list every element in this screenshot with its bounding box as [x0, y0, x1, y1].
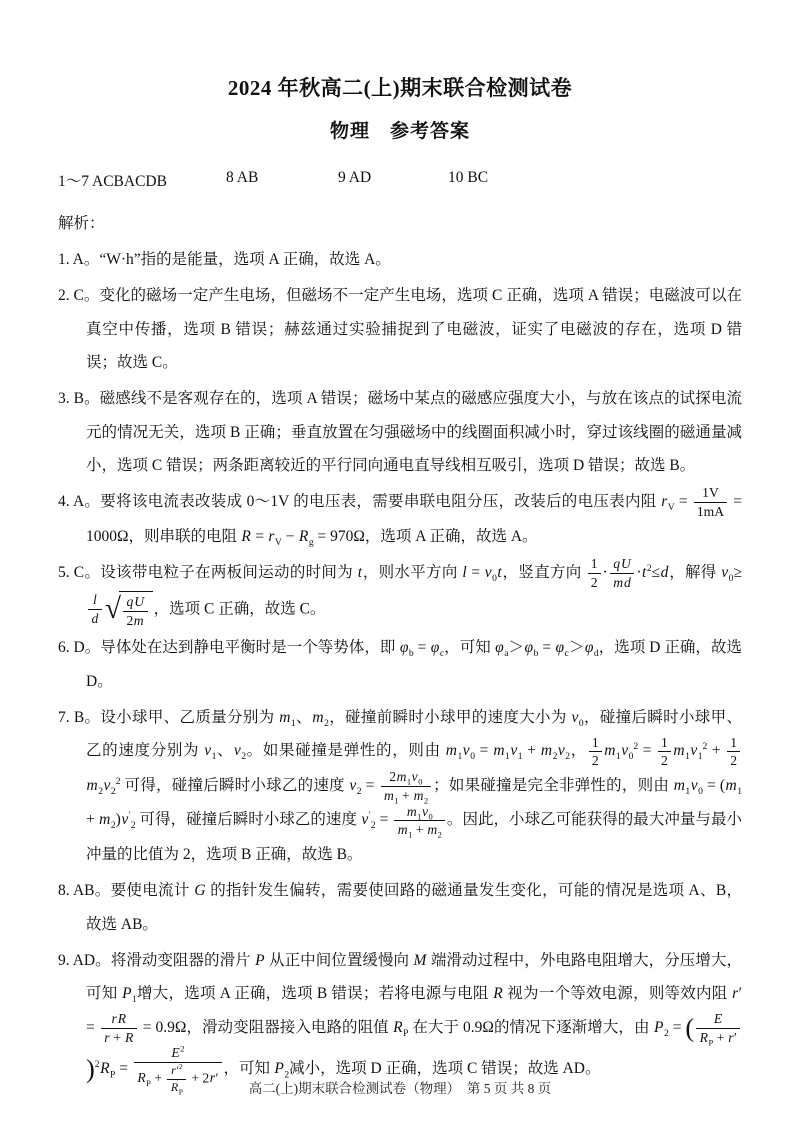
solution-item: 9. AD。将滑动变阻器的滑片 P 从正中间位置缓慢向 M 端滑动过程中，外电路电阻增大，分压增大，可知 $P_1$增大，选项 A 正确，选项 B 错误；若将电源与电阻 R 视为一个等效电源，则等效内阻 r′ = $\frac{rR}{r + R}$ = 0.9Ω，滑动变阻器接入电路的阻值 $R_P$ 在大于 0.9Ω的情况下逐渐增大，由 $P_2$ = ( $\frac{E}{R_P + r'}$ )$^2R_P$ = $E^2$ $R_P$ + $\frac{r'^2}{R_P}$ + 2r′ ，可知 $P_2$减小，选项 D 正确，选项 C 错误；故选 AD。: [58, 952, 742, 1097]
variable: v: [484, 564, 492, 582]
subscript: 2: [356, 785, 362, 797]
solution-item: 6. D。导体处在达到静电平衡时是一个等势体，即 $\varphi_b = \varphi_c$，可知 $\varphi_a>\varphi_b = \varphi_c>\varphi_d$，选项 D 正确，故选 D。: [58, 639, 742, 690]
variable: m: [384, 787, 394, 803]
variable: m: [673, 742, 685, 760]
subscript: 2: [130, 820, 136, 832]
fraction-numerator: [610, 556, 635, 574]
subscript: 2: [110, 820, 116, 832]
page-title: 2024 年秋高二(上)期末联合检测试卷: [227, 76, 573, 100]
fraction-denominator: 2: [661, 753, 668, 769]
variable: R: [117, 1010, 127, 1026]
page-footer: 高二(上)期末联合检测试卷（物理） 第 5 页 共 8 页: [248, 1081, 552, 1096]
variable: G: [194, 882, 206, 900]
variable: R: [699, 1029, 708, 1045]
superscript: 2: [646, 562, 652, 574]
variable: q: [613, 556, 620, 572]
variable: R: [298, 527, 309, 545]
subscript: c: [564, 648, 569, 660]
subscript: 1: [517, 751, 523, 763]
fraction-numerator: 1: [589, 735, 602, 753]
subscript: 2: [552, 751, 558, 763]
variable: R: [170, 1079, 179, 1094]
fraction: [88, 592, 102, 626]
variable: v: [411, 769, 418, 785]
subscript: 0: [492, 573, 497, 585]
subscript: b: [408, 648, 414, 660]
fraction-numerator: [123, 594, 148, 612]
solution-item: 5. C。设该带电粒子在两板间运动的时间为 t，则水平方向 $l = v_0t$，竖直方向 $\frac{1}{2}$ · $\frac{qU}{md}$ $\cdot t^2\le d$，解得 $v_0\ge$ $\frac{l}{d}$ √ $\frac{qU}{2m}$ ，选项 C 正确，故选 C。: [58, 556, 742, 628]
fraction-denominator: 2: [730, 753, 737, 769]
variable: m: [604, 742, 616, 760]
variable: E: [171, 1045, 180, 1061]
subscript: 0: [578, 718, 584, 730]
subscript: P: [708, 1037, 714, 1048]
radical-sign: √: [104, 592, 121, 625]
fraction: [588, 556, 601, 590]
variable: r: [728, 1029, 734, 1045]
variable: m: [725, 776, 737, 794]
answer-group-9: 9 AD: [338, 169, 372, 186]
variable: m: [396, 769, 407, 785]
subscript: 2: [98, 785, 103, 797]
subscript: c: [439, 648, 445, 660]
fraction: [658, 735, 671, 769]
superscript: 2: [94, 1059, 100, 1071]
variable: t: [497, 564, 502, 582]
subscript: 1: [505, 751, 510, 763]
variable: P: [255, 952, 265, 970]
variable: U: [621, 556, 631, 572]
subscript: 1: [408, 830, 413, 841]
fraction-denominator: $R_P$ + $\frac{r'^2}{R_P}$ + 2r′: [137, 1061, 219, 1097]
solution-item: 3. B。磁感线不是客观存在的，选项 A 错误；磁场中某点的磁感应强度大小，与放在该点的试探电流元的情况无关，选项 B 正确；垂直放置在匀强磁场中的线圈面积减小时，穿过该线圈的磁通量减小，选项 C 错误；两条距离较近的平行同向通电直导线相互吸引，选项 D 错误；故选 B。: [58, 390, 742, 474]
subscript: 0: [628, 751, 634, 763]
fraction: [727, 735, 740, 769]
subscript: P: [403, 1027, 409, 1039]
variable: l: [93, 592, 97, 608]
variable: φ: [399, 639, 409, 657]
variable: v: [721, 564, 729, 582]
superscript: 2: [115, 775, 121, 787]
subscript: 1: [290, 718, 296, 730]
variable: m: [406, 803, 417, 819]
variable: v: [557, 742, 565, 760]
variable: t: [642, 564, 647, 582]
variable: m: [86, 776, 98, 794]
variable: v: [121, 811, 129, 829]
subscript: P: [110, 1069, 116, 1081]
variable: v: [690, 742, 698, 760]
variable: d: [91, 611, 99, 627]
variable: E: [713, 1010, 723, 1026]
fraction: [694, 485, 727, 519]
variable: m: [613, 575, 624, 591]
subscript: 0: [418, 776, 423, 787]
variable: v: [103, 776, 111, 794]
variable: m: [279, 708, 291, 726]
variable: φ: [555, 639, 565, 657]
superscript: 2: [178, 1061, 183, 1071]
fraction: [101, 1011, 137, 1045]
variable: m: [673, 776, 685, 794]
variable: v: [349, 776, 357, 794]
analysis-label: 解析：: [58, 215, 105, 232]
variable: m: [99, 811, 111, 829]
subscript: 2: [370, 820, 376, 832]
subscript: 2: [241, 751, 246, 763]
page-subtitle: 物理 参考答案: [329, 121, 470, 142]
subscript: 1: [697, 751, 703, 763]
variable: r: [268, 527, 275, 545]
variable: R: [493, 985, 503, 1003]
variable: v: [421, 803, 429, 819]
fraction-numerator: 1: [658, 735, 671, 753]
fraction: [381, 769, 432, 806]
variable: q: [126, 593, 134, 609]
fraction-numerator: [101, 1011, 137, 1029]
subscript: 1: [417, 811, 422, 822]
radicand: [119, 591, 153, 629]
variable: R: [137, 1070, 146, 1086]
fraction-numerator: [134, 1045, 222, 1063]
variable: m: [413, 787, 424, 803]
subscript: 2: [565, 751, 571, 763]
subscript: 1: [685, 785, 691, 797]
solution-item: 7. B。设小球甲、乙质量分别为 $m_1$、$m_2$，碰撞前瞬时小球甲的速度大小为 $v_0$，碰撞后瞬时小球甲、乙的速度分别为 $v_1$、$v_2$。如果碰撞是弹性的，则由 $m_1v_0 = m_1v_1 + m_2v_2$， $\frac{1}{2}$ $m_1v_0^2$ = $\frac{1}{2}$ $m_1v_1^2$ + $\frac{1}{2}$ $m_2v_2^2$ 可得，碰撞后瞬时小球乙的速度 $v_2$ = $\frac{2m_1v_0}{m_1 + m_2}$ ；如果碰撞是完全非弹性的，则由 $m_1v_0 = (m_1 + m_2)v'_2$ 可得，碰撞后瞬时小球乙的速度 $v'_2$ = $\frac{m_1v_0}{m_1 + m_2}$ 。因此，小球乙可能获得的最大冲量与最小冲量的比值为 2，选项 B 正确，故选 B。: [58, 708, 742, 864]
subscript: 0: [470, 751, 475, 763]
solution-item: 4. A。要将该电流表改装成 0～1V 的电压表，需要串联电阻分压，改装后的电压表内阻 $r_V$ = $\frac{1V}{1mA}$ = 1000Ω，则串联的电阻 $R = r_V - R_g = 970\Omega$，选项 A 正确，故选 A。: [58, 485, 742, 548]
fraction-numerator: [394, 804, 445, 822]
variable: R: [393, 1018, 403, 1036]
variable: m: [493, 742, 505, 760]
answer-group-8: 8 AB: [226, 169, 259, 186]
subscript: 1: [457, 751, 463, 763]
fraction-numerator: [88, 592, 102, 610]
solution-item: 1. A。“W·h”指的是能量，选项 A 正确，故选 A。: [58, 251, 391, 268]
superscript: ′: [368, 810, 371, 822]
variable: r: [111, 1010, 117, 1026]
subscript: 2: [437, 830, 442, 841]
superscript: 2: [702, 741, 708, 753]
variable: v: [361, 811, 369, 829]
subscript: 2: [284, 1069, 290, 1081]
variable: φ: [495, 639, 504, 657]
subscript: d: [593, 648, 599, 660]
variable: d: [624, 575, 631, 591]
answer-key-row: [58, 169, 742, 191]
subscript: 2: [324, 718, 329, 730]
variable: R: [241, 527, 251, 545]
variable: m: [397, 822, 408, 838]
fraction-denominator: $m_1 + m_2$: [384, 787, 429, 806]
fraction: [123, 594, 148, 628]
big-parenthesis: ): [86, 1054, 95, 1084]
variable: m: [540, 742, 553, 760]
variable: R: [125, 1029, 134, 1045]
variable: r: [104, 1029, 110, 1045]
subscript: 0: [728, 573, 734, 585]
subscript: P: [146, 1078, 151, 1089]
superscript: 2: [633, 741, 639, 753]
variable: d: [660, 564, 669, 582]
fraction-denominator: [88, 610, 102, 627]
variable: v: [621, 742, 629, 760]
variable: r: [732, 985, 739, 1003]
subscript: 1: [211, 751, 217, 763]
variable: P: [122, 985, 132, 1003]
subscript: V: [667, 502, 675, 514]
answer-group-1-7: 1～7 ACBACDB: [58, 173, 167, 190]
variable: P: [654, 1018, 664, 1036]
fraction-denominator: $R_P + r'$: [699, 1029, 737, 1048]
subscript: 1: [406, 776, 412, 787]
subscript: 2: [663, 1027, 669, 1039]
variable: r: [171, 1062, 176, 1077]
fraction: [394, 803, 445, 841]
fraction-numerator: $2m_1v_0$: [381, 769, 432, 787]
fraction-denominator: r + R: [104, 1029, 134, 1045]
fraction-numerator: $r'^2$: [167, 1064, 185, 1080]
solution-list: [58, 243, 742, 1095]
variable: v: [204, 742, 212, 760]
subscript: 0: [698, 785, 703, 797]
subscript: 1: [132, 994, 137, 1006]
subscript: 2: [110, 785, 116, 797]
variable: v: [690, 776, 698, 794]
subscript: 1: [615, 751, 621, 763]
fraction: [696, 1010, 740, 1048]
square-root: [105, 591, 153, 629]
fraction-numerator: 1: [727, 735, 740, 753]
fraction-denominator: 2: [591, 753, 599, 769]
big-parenthesis: (: [685, 1012, 695, 1042]
subscript: 1: [685, 751, 690, 763]
fraction-numerator: [696, 1011, 740, 1029]
fraction-denominator: $m_1 + m_2$: [397, 822, 442, 841]
fraction-denominator: 2: [590, 575, 598, 591]
fraction-numerator: 1V: [694, 485, 727, 503]
variable: R: [100, 1060, 110, 1078]
variable: m: [427, 822, 438, 838]
variable: v: [233, 742, 241, 760]
variable: φ: [430, 639, 440, 657]
subscript: a: [504, 648, 509, 660]
fraction-numerator: 1: [588, 556, 601, 574]
subscript: 1: [394, 795, 399, 806]
fraction: [610, 556, 635, 590]
subscript: g: [308, 536, 314, 548]
variable: v: [510, 742, 518, 760]
subscript: b: [533, 648, 539, 660]
fraction: [589, 735, 602, 769]
variable: φ: [524, 639, 534, 657]
variable: U: [134, 593, 145, 609]
variable: P: [274, 1060, 284, 1078]
variable: r: [209, 1070, 216, 1086]
variable: v: [571, 708, 579, 726]
subscript: V: [274, 536, 282, 548]
variable: M: [413, 952, 427, 970]
variable: l: [462, 564, 467, 582]
variable: t: [357, 564, 363, 582]
variable: m: [133, 612, 144, 628]
solution-item: 8. AB。要使电流计 G 的指针发生偏转，需要使回路的磁通量发生变化，可能的情况是选项 A、B，故选 AB。: [58, 882, 742, 933]
superscript: ′: [128, 810, 131, 822]
fraction-denominator: 1mA: [696, 504, 725, 520]
variable: φ: [584, 639, 594, 657]
fraction-denominator: [610, 574, 635, 591]
variable: m: [312, 708, 324, 726]
answer-group-10: 10 BC: [448, 169, 489, 186]
subscript: 1: [737, 785, 742, 797]
solution-item: 2. C。变化的磁场一定产生电场，但磁场不一定产生电场，选项 C 正确，选项 A 错误；电磁波可以在真空中传播，选项 B 错误；赫兹通过实验捕捉到了电磁波，证实了电磁波的存在，选项 D 错误；故选 C。: [58, 287, 742, 371]
subscript: 2: [423, 795, 429, 806]
variable: m: [445, 742, 457, 760]
subscript: 0: [428, 811, 433, 822]
fraction-denominator: 2m: [126, 612, 144, 628]
variable: v: [462, 742, 470, 760]
superscript: 2: [180, 1043, 185, 1054]
variable: r: [661, 493, 668, 511]
subscript: P: [178, 1087, 183, 1097]
